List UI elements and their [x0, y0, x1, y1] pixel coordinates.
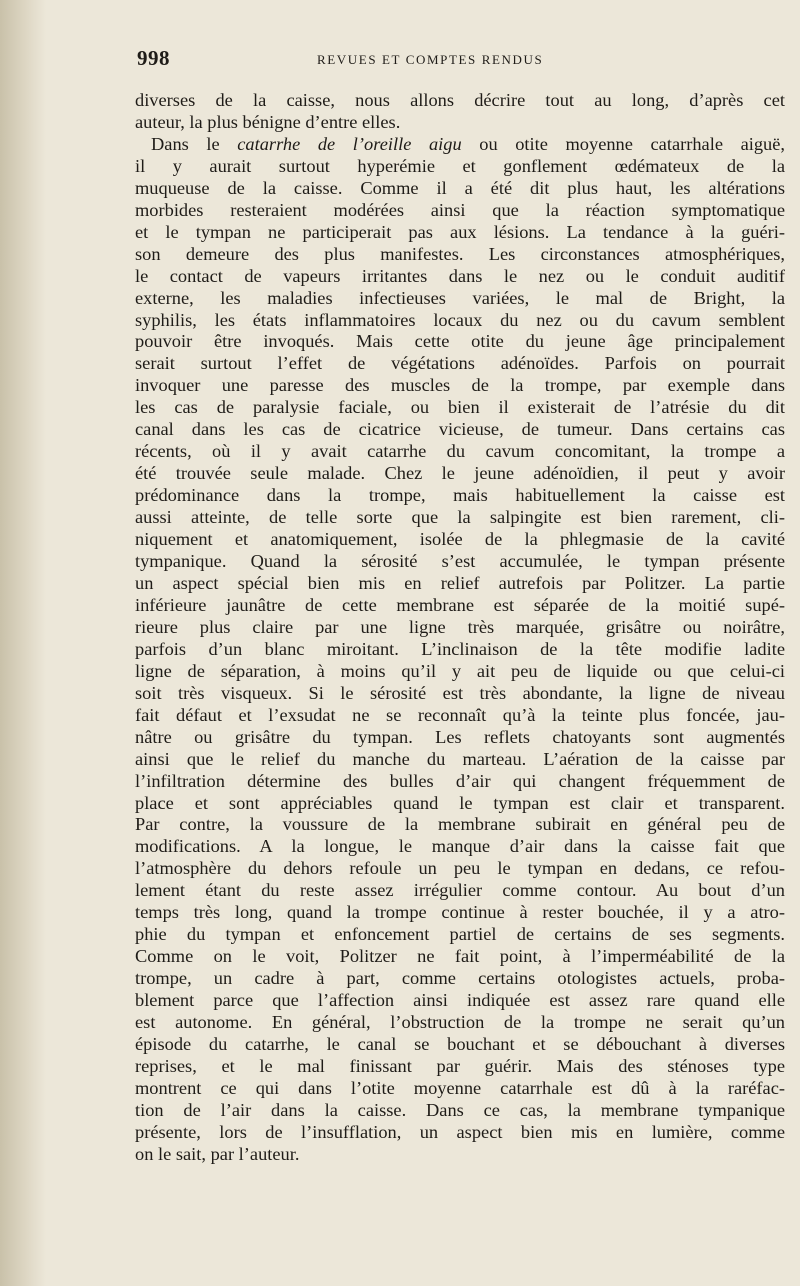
- text-line: soit très visqueux. Si le sérosité est très abondante, la ligne de niveau: [135, 682, 785, 703]
- text-line: morbides resteraient modérées ainsi que la réaction symptomatique: [135, 199, 785, 220]
- text-line: est autonome. En général, l’obstruction de la trompe ne serait qu’un: [135, 1012, 785, 1033]
- text-line: inférieure jaunâtre de cette membrane est séparée de la moitié supé-: [135, 594, 785, 615]
- text-line: été trouvée seule malade. Chez le jeune adénoïdien, il peut y avoir: [135, 463, 785, 484]
- text-line: l’atmosphère du dehors refoule un peu le tympan en dedans, ce refou-: [135, 858, 785, 879]
- text-line: temps très long, quand la trompe continue à rester bouchée, il y a atro-: [135, 902, 785, 923]
- text-line: un aspect spécial bien mis en relief autrefois par Politzer. La partie: [135, 572, 785, 593]
- text-line: ainsi que le relief du manche du marteau. L’aération de la caisse par: [135, 748, 785, 769]
- running-title: REVUES ET COMPTES RENDUS: [317, 52, 544, 67]
- text-line: diverses de la caisse, nous allons décrire tout au long, d’après cet: [135, 90, 785, 110]
- text-line: rieure plus claire par une ligne très marquée, grisâtre ou noirâtre,: [135, 616, 785, 637]
- text-line: pouvoir être invoqués. Mais cette otite du jeune âge principalement: [135, 331, 785, 352]
- text-line: les cas de paralysie faciale, ou bien il existerait de l’atrésie du dit: [135, 397, 785, 418]
- page-header: [137, 46, 785, 76]
- page-edge-shadow: [0, 0, 46, 1286]
- text-line: blement parce que l’affection ainsi indiquée est assez rare quand elle: [135, 990, 785, 1011]
- text-line: présente, lors de l’insufflation, un aspect bien mis en lumière, comme: [135, 1121, 785, 1142]
- text-line: Comme on le voit, Politzer ne fait point, à l’imperméabilité de la: [135, 946, 785, 967]
- text-line: phie du tympan et enfoncement partiel de certains de ses segments.: [135, 924, 785, 945]
- italic-term: catarrhe de l’oreille aigu: [237, 133, 462, 154]
- text-line: Dans le catarrhe de l’oreille aigu ou otite moyenne catarrhale aiguë,: [151, 133, 786, 154]
- body-text: [135, 90, 785, 1166]
- text-line: son demeure des plus manifestes. Les circonstances atmosphériques,: [135, 243, 785, 264]
- text-line: niquement et anatomiquement, isolée de la phlegmasie de la cavité: [135, 529, 785, 550]
- text-line: épisode du catarrhe, le canal se bouchant et se débouchant à diverses: [135, 1033, 785, 1054]
- text-line: place et sont appréciables quand le tympan est clair et transparent.: [135, 792, 785, 813]
- text-line: Par contre, la voussure de la membrane subirait en général peu de: [135, 814, 785, 835]
- text-line: et le tympan ne participerait pas aux lésions. La tendance à la guéri-: [135, 221, 785, 242]
- page-number: 998: [137, 46, 170, 70]
- text-line: aussi atteinte, de telle sorte que la salpingite est bien rarement, cli-: [135, 507, 785, 528]
- text-line: nâtre ou grisâtre du tympan. Les reflets chatoyants sont augmentés: [135, 726, 785, 747]
- text-line: parfois d’un blanc miroitant. L’inclinaison de la tête modifie ladite: [135, 638, 785, 659]
- text-line: tion de l’air dans la caisse. Dans ce cas, la membrane tympanique: [135, 1099, 785, 1120]
- text-line: montrent ce qui dans l’otite moyenne catarrhale est dû à la raréfac-: [135, 1077, 785, 1098]
- text-line: auteur, la plus bénigne d’entre elles.: [135, 111, 401, 132]
- text-line: serait surtout l’effet de végétations adénoïdes. Parfois on pourrait: [135, 353, 785, 374]
- text-line: externe, les maladies infectieuses variées, le mal de Bright, la: [135, 287, 785, 308]
- text-line: syphilis, les états inflammatoires locaux du nez ou du cavum semblent: [135, 309, 785, 330]
- text-line: le contact de vapeurs irritantes dans le nez ou le conduit auditif: [135, 265, 785, 286]
- text-line: lement étant du reste assez irrégulier comme contour. Au bout d’un: [135, 880, 785, 901]
- text-line: reprises, et le mal finissant par guérir. Mais des sténoses type: [135, 1055, 785, 1076]
- text-line: trompe, un cadre à part, comme certains otologistes actuels, proba-: [135, 968, 785, 989]
- text-line: récents, où il y avait catarrhe du cavum concomitant, la trompe a: [135, 441, 785, 462]
- text-line: muqueuse de la caisse. Comme il a été dit plus haut, les altérations: [135, 177, 785, 198]
- text-line: ligne de séparation, à moins qu’il y ait peu de liquide ou que celui-ci: [135, 660, 785, 681]
- text-line: fait défaut et l’exsudat ne se reconnaît qu’à la teinte plus foncée, jau-: [135, 704, 785, 725]
- text-line: modifications. A la longue, le manque d’air dans la caisse fait que: [135, 836, 785, 857]
- text-line: il y aurait surtout hyperémie et gonflement œdémateux de la: [135, 155, 785, 176]
- text-line: canal dans les cas de cicatrice vicieuse, de tumeur. Dans certains cas: [135, 419, 785, 440]
- text-line: invoquer une paresse des muscles de la trompe, par exemple dans: [135, 375, 785, 396]
- text-line: tympanique. Quand la sérosité s’est accumulée, le tympan présente: [135, 551, 785, 572]
- text-line: on le sait, par l’auteur.: [135, 1143, 300, 1164]
- text-line: l’infiltration détermine des bulles d’air qui changent fréquemment de: [135, 770, 785, 791]
- text-line: prédominance dans la trompe, mais habituellement la caisse est: [135, 485, 785, 506]
